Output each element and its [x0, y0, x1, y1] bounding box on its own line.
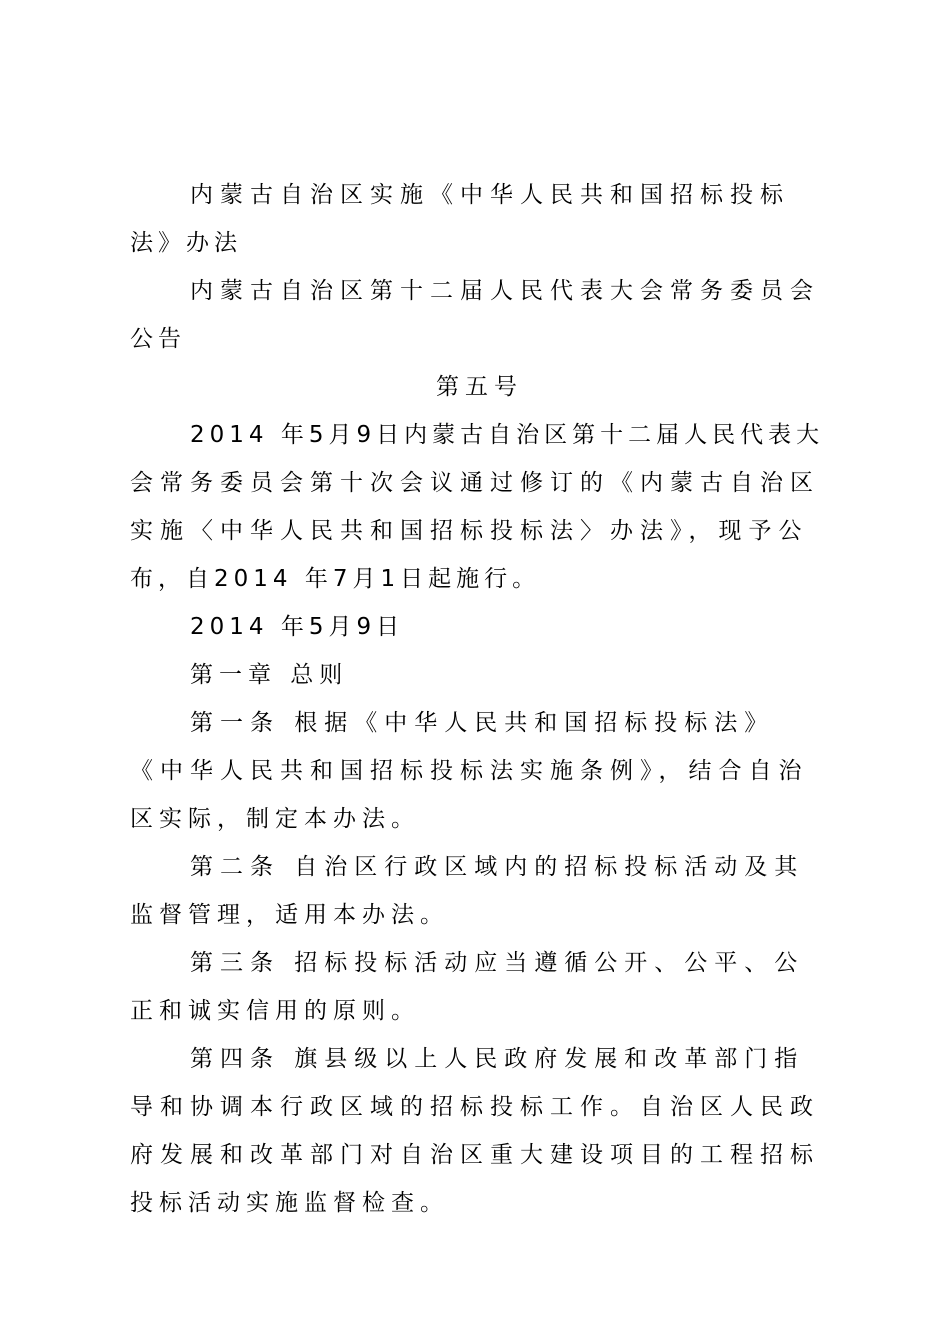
announcement-line-3: 实施〈中华人民共和国招标投标法〉办法》，现予公 [130, 518, 809, 544]
article-2-line-1: 第二条 自治区行政区域内的招标投标活动及其 [190, 854, 805, 880]
notice-number: 第五号 [436, 374, 523, 400]
issuer-line-1: 内蒙古自治区第十二届人民代表大会常务委员会 [190, 278, 820, 304]
announcement-line-2: 会常务委员会第十次会议通过修订的《内蒙古自治区 [130, 470, 820, 496]
article-2-line-2: 监督管理，适用本办法。 [130, 902, 449, 928]
announcement-date: 2014 年5月9日 [190, 614, 405, 640]
announcement-line-1: 2014 年5月9日内蒙古自治区第十二届人民代表大 [190, 422, 825, 448]
article-1-line-1: 第一条 根据《中华人民共和国招标投标法》 [190, 710, 775, 736]
article-1-line-2: 《中华人民共和国招标投标法实施条例》，结合自治 [130, 758, 809, 784]
article-1-line-3: 区实际，制定本办法。 [130, 806, 420, 832]
issuer-line-2: 公告 [130, 326, 186, 352]
article-4-line-2: 导和协调本行政区域的招标投标工作。自治区人民政 [130, 1094, 820, 1120]
announcement-line-4: 布，自2014 年7月1日起施行。 [130, 566, 541, 592]
article-3-line-2: 正和诚实信用的原则。 [130, 998, 420, 1024]
chapter-heading: 第一章 总则 [190, 662, 349, 688]
article-4-line-3: 府发展和改革部门对自治区重大建设项目的工程招标 [130, 1142, 820, 1168]
article-4-line-4: 投标活动实施监督检查。 [130, 1190, 449, 1216]
document-title-line-2: 法》办法 [130, 230, 242, 256]
article-3-line-1: 第三条 招标投标活动应当遵循公开、公平、公 [190, 950, 805, 976]
article-4-line-1: 第四条 旗县级以上人民政府发展和改革部门指 [190, 1046, 805, 1072]
document-title-line-1: 内蒙古自治区实施《中华人民共和国招标投标 [190, 182, 790, 208]
